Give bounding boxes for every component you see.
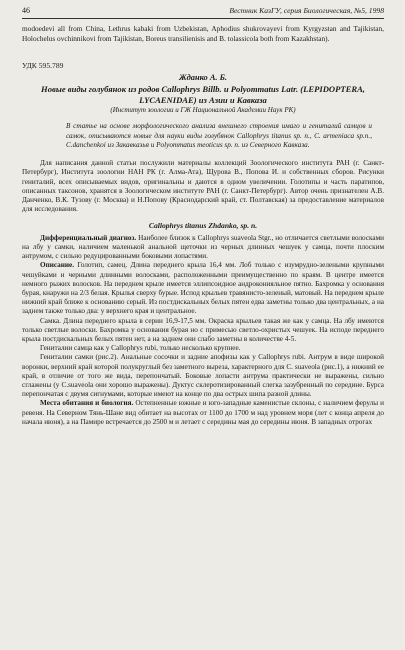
article-abstract: В статье на основе морфологического анализа внешнего строения имаго и гениталий самцов и самок, описываются новые для науки виды голубянок Callophrys titanus sp. n., C. armeniaca sp.n., C.danchenkoi из Закавказья и Polyommatus meoticus sp. n. из Северного Кавказа. — [66, 122, 372, 149]
female-paragraph: Самка. Длина переднего крыла в серии 16,9-17,5 мм. Окраска крыльев такая же как у самца. На лбу имеются только светлые волоски. Бахромка у основания бурая но с примесью светло-охристых чешуек. На исподе переднего крыла постдискальных белых пятен нет, а на заднем они слабо заметны в количестве 4-5. — [22, 316, 384, 343]
diagnosis-text: Наиболее близок к Callophrys suaveola Stgr., но отличается светлыми волосками на лбу у самки, наличием маленькой анальной щеточки из черных длинных чешуек у самца, почти плоским антрумом, с сильно редуцированными боковыми лопастями. — [22, 233, 384, 261]
previous-article-continuation: modoedevi all from China, Lethrus kabaki from Uzbekistan, Aphodius shukrovayevi from Kyrgyzstan and Tajikistan, Holochelus ovchinnikovi from Tajikistan, Boreus transilienisis and B. tolassicola both from Kazakhstan). — [22, 24, 384, 43]
page-number: 46 — [22, 6, 30, 15]
diagnosis-label: Дифференциальный диагноз. — [40, 233, 137, 242]
habitat-paragraph — [22, 399, 384, 427]
female-genitalia-paragraph: Гениталии самки (рис.2). Анальные сосочки и задние апофизы как у Callophrys rubi. Антрум в виде широкой воронки, верхний край которой полукруглый без заметного выреза, характерного для C. suaveola (рис.1), а нижний ее край, в отличие от того же вида, перепончатый. Боковые лопасти антрума практически не выражены, сильно сглажены (у C.suaveola они хорошо выражены). Дуктус склеротизированный слегка зазубренный по середине. Бурса перепончатая с двумя сигнумами, которые имеют на конце по два острых шипа разной длины. — [22, 353, 384, 399]
article-title: Новые виды голубянок из родов Callophrys Billb. и Polyommatus Latr. (LEPIDOPTERA, LYCAENIDAE) из Азии и Кавказа — [41, 84, 365, 105]
intro-paragraph: Для написания данной статьи послужили материалы коллекций Зоологического института РАН (г. Санкт-Петербург), Института зоологии НАН РК (г. Алма-Ата), Щурова В., Попова И. и собственных сборов. Рисунки гениталий, всех описываемых видов, оригинальны и даются в одном увеличении. Голотипы и часть паратипов, описанных таксонов, хранятся в Зоологическом институте РАН (г. Санкт-Петербург). Автор очень признателен А.В. Данченко, В.К. Тузову (г. Москва) и Н.Попову (Краснодарский край, ст. Полтавская) за предоставление материалов для исследования. — [22, 159, 384, 214]
species-heading: Callophrys titanus Zhdanko, sp. n. — [148, 221, 258, 231]
journal-title: Вестник КазГУ, серия Биологическая, №5, 1998 — [229, 6, 384, 15]
description-paragraph — [22, 261, 384, 316]
article-body — [22, 159, 384, 427]
description-label: Описание. — [40, 261, 75, 270]
diagnosis-paragraph — [22, 234, 384, 262]
male-genitalia-paragraph: Гениталии самца как у Callophrys rubi, только несколько крупнее. — [40, 344, 241, 353]
article-author: Жданко А. Б. — [178, 73, 228, 83]
udk-code: УДК 595.789 — [22, 61, 64, 71]
description-text: Голотип, самец. Длина переднего крыла 16,4 мм. Лоб только с изумрудно-зелеными крупными чешуйками и черными длинными волосками, расположенными преимущественно по краям. В центре имеется немного рыжих волосков. На переднем крыле имеется эллипсоидное андроконияльное пятно. Бахромка у основания бурая, кнаружи на 2/3 белая. Крылья сверху бурые. Испод крыльев травянисто-зеленый, матовый. На переднем крыле нижний край ближе к основанию серый. Из постдискальных белых пятен едва заметны только два центральных, а на заднем также только два: у верхнего края и центральное. — [22, 261, 384, 316]
header-rule — [22, 18, 384, 19]
running-header — [22, 0, 384, 15]
habitat-text: Остепненные южные и юго-западные каменистые склоны, с наличием ферулы и ревеня. На Северном Тянь-Шане вид обитает на высотах от 1100 до 1700 м над уровнем моря (лет с конца апреля до начала июня), а на Памире встречается до 2500 м и летает с середины мая до середины июня. В западных отрогах — [22, 399, 384, 426]
habitat-label: Места обитания и биология. — [40, 399, 134, 408]
author-institution: (Институт зоологии и ГЖ Национальной Академии Наук РК) — [110, 106, 296, 115]
